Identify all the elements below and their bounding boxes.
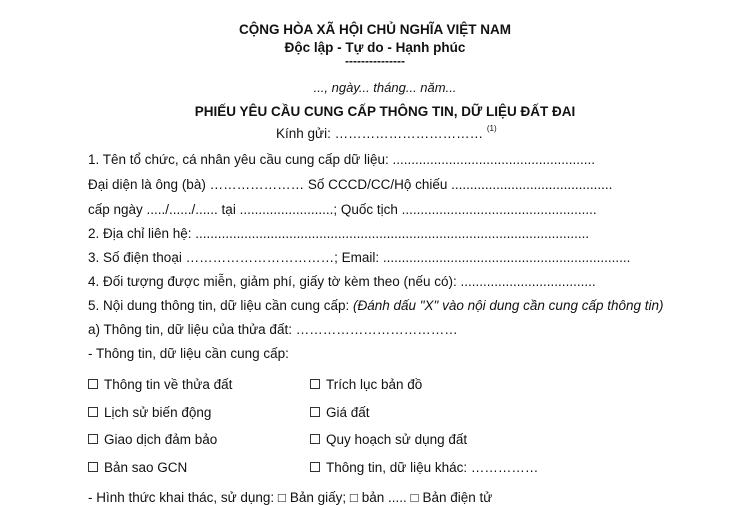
checkbox-icon[interactable] bbox=[88, 434, 98, 444]
field-parcel: a) Thông tin, dữ liệu của thửa đất: ……………………………… bbox=[88, 322, 458, 337]
field-info-needed: - Thông tin, dữ liệu cần cung cấp: bbox=[88, 346, 289, 361]
form-title: PHIẾU YÊU CẦU CUNG CẤP THÔNG TIN, DỮ LIỆU ĐẤT ĐAI bbox=[194, 104, 576, 119]
checkbox-icon[interactable] bbox=[310, 462, 320, 472]
divider: --------------- bbox=[345, 54, 405, 68]
field-exemption: 4. Đối tượng được miễn, giảm phí, giấy tờ kèm theo (nếu có): .................................... bbox=[88, 274, 596, 289]
footnote-ref: (1) bbox=[486, 124, 497, 133]
checkbox-icon[interactable] bbox=[310, 434, 320, 444]
checkbox-icon[interactable] bbox=[88, 379, 98, 389]
kinh-gui bbox=[276, 126, 497, 141]
content-label: 5. Nội dung thông tin, dữ liệu cần cung cấp: bbox=[88, 298, 353, 313]
checkbox-map-extract[interactable]: Trích lục bản đồ bbox=[310, 377, 422, 392]
checkbox-secured-transaction[interactable]: Giao dịch đảm bảo bbox=[88, 432, 217, 447]
country-header: CỘNG HÒA XÃ HỘI CHỦ NGHĨA VIỆT NAM bbox=[238, 22, 511, 37]
content-instruction: (Đánh dấu "X" vào nội dung cần cung cấp thông tin) bbox=[352, 298, 664, 313]
field-phone-email: 3. Số điện thoại ……………………………; Email: .................................................................. bbox=[88, 250, 631, 265]
motto: Độc lập - Tự do - Hạnh phúc bbox=[284, 40, 466, 55]
checkbox-gcn-copy[interactable]: Bản sao GCN bbox=[88, 460, 187, 475]
field-requester: 1. Tên tổ chức, cá nhân yêu cầu cung cấp dữ liệu: ...................................................... bbox=[88, 152, 596, 167]
field-representative: Đại diện là ông (bà) ………………… Số CCCD/CC/Hộ chiếu ........................................... bbox=[88, 177, 613, 192]
checkbox-icon[interactable] bbox=[310, 379, 320, 389]
checkbox-land-use-plan[interactable]: Quy hoạch sử dụng đất bbox=[310, 432, 467, 447]
field-issue-date: cấp ngày ...../....../...... tại .........................; Quốc tịch .................................................... bbox=[88, 202, 597, 217]
checkbox-parcel-info[interactable]: Thông tin về thửa đất bbox=[88, 377, 232, 392]
field-address: 2. Địa chỉ liên hệ: ......................................................................................................... bbox=[88, 226, 590, 241]
checkbox-icon[interactable] bbox=[310, 407, 320, 417]
checkbox-land-price[interactable]: Giá đất bbox=[310, 405, 370, 420]
date-line: ..., ngày... tháng... năm... bbox=[313, 80, 457, 95]
field-content bbox=[88, 298, 664, 313]
checkbox-icon[interactable] bbox=[88, 407, 98, 417]
kinh-gui-label: Kính gửi: …………………………… bbox=[276, 126, 484, 141]
checkbox-other-info[interactable]: Thông tin, dữ liệu khác: …………… bbox=[310, 460, 538, 475]
checkbox-change-history[interactable]: Lịch sử biến động bbox=[88, 405, 211, 420]
field-usage-form: - Hình thức khai thác, sử dụng: □ Bản giấy; □ bản ..... □ Bản điện tử bbox=[88, 490, 493, 505]
checkbox-icon[interactable] bbox=[88, 462, 98, 472]
